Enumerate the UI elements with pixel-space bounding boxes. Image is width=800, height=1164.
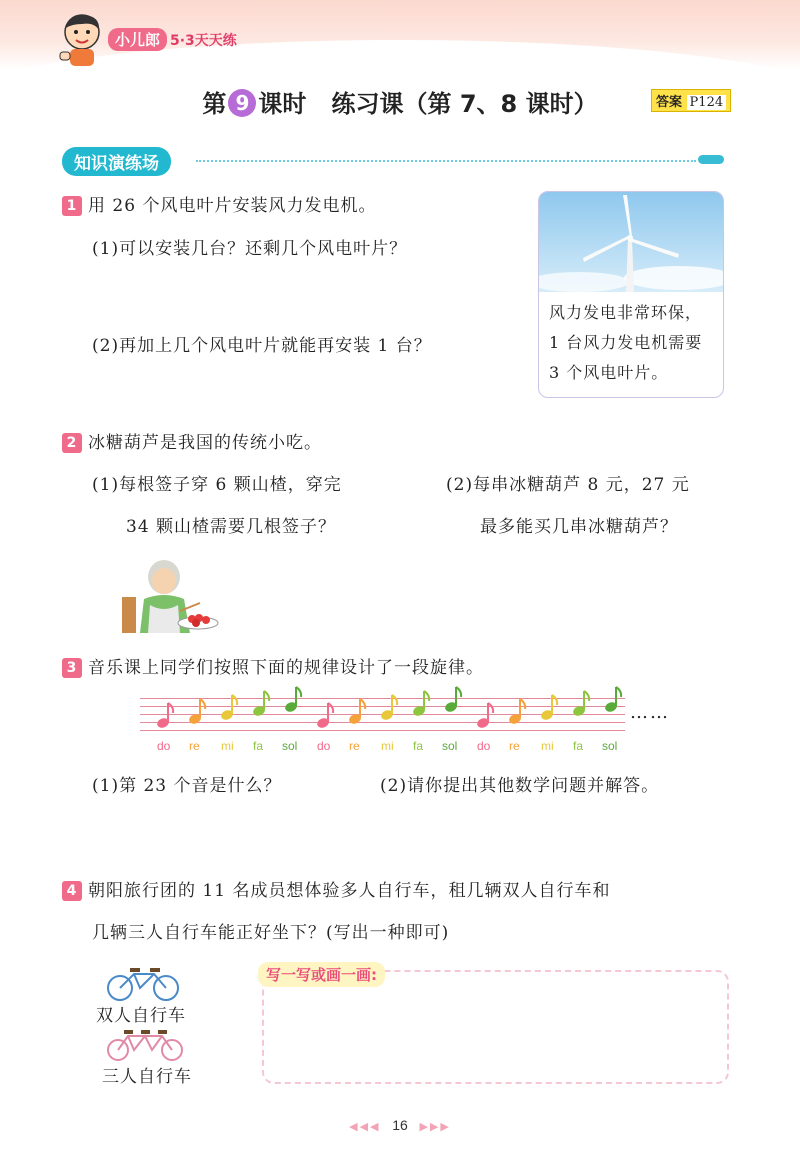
music-note-icon <box>156 700 176 728</box>
solfege-label: sol <box>602 739 618 753</box>
grandma-making-tanghulu-illustration <box>120 555 220 635</box>
section-divider <box>196 160 696 162</box>
title-main: 练习课（第 7、8 课时） <box>331 90 598 118</box>
music-note-icon <box>284 684 304 712</box>
question-1-sub1: (1)可以安装几台？还剩几个风电叶片？ <box>92 239 408 259</box>
solfege-label: fa <box>573 739 584 753</box>
question-2-sub1-line1: (1)每根签子穿 6 颗山楂，穿完 <box>92 475 342 495</box>
music-note-icon <box>348 696 368 724</box>
answer-drawing-area[interactable] <box>262 970 729 1084</box>
music-note-icon <box>252 688 272 716</box>
question-1-sub2: (2)再加上几个风电叶片就能再安装 1 台？ <box>92 336 432 356</box>
two-person-bike-label: 双人自行车 <box>96 1006 186 1026</box>
music-note-icon <box>220 692 240 720</box>
wind-note-line-1: 风力发电非常环保， <box>549 303 703 322</box>
title-suffix: 课时 <box>258 90 307 118</box>
wind-turbine-card <box>538 191 724 398</box>
question-2-text: 冰糖葫芦是我国的传统小吃。 <box>88 433 322 453</box>
question-number-4: 4 <box>62 881 82 901</box>
solfege-label: do <box>477 739 491 753</box>
lesson-number-badge: 9 <box>228 89 256 117</box>
question-4-text: 朝阳旅行团的 11 名成员想体验多人自行车，租几辆双人自行车和 <box>88 881 611 901</box>
staff-line <box>140 722 625 723</box>
draw-area-label: 写一写或画一画: <box>258 962 385 987</box>
solfege-label: do <box>317 739 331 753</box>
continuation-ellipsis: …… <box>630 702 670 723</box>
music-note-icon <box>188 696 208 724</box>
tandem-bike-icon <box>104 962 182 1002</box>
solfege-label: sol <box>282 739 298 753</box>
solfege-label: fa <box>253 739 264 753</box>
question-1-stem <box>62 191 376 216</box>
pencil-icon <box>698 155 724 164</box>
music-note-icon <box>540 692 560 720</box>
music-note-icon <box>412 688 432 716</box>
wind-note-line-3: 3 个风电叶片。 <box>549 363 669 382</box>
answer-reference[interactable] <box>651 89 731 112</box>
solfege-label: fa <box>413 739 424 753</box>
question-2-stem <box>62 428 322 453</box>
question-2-sub2-line2: 最多能买几串冰糖葫芦？ <box>480 517 678 537</box>
page-footer <box>0 1117 800 1133</box>
mascot-illustration <box>58 12 106 68</box>
music-note-icon <box>508 696 528 724</box>
question-3-text: 音乐课上同学们按照下面的规律设计了一段旋律。 <box>88 658 484 678</box>
triple-bike-icon <box>104 1024 186 1062</box>
solfege-label: re <box>509 739 520 753</box>
three-person-bike-label: 三人自行车 <box>102 1067 192 1087</box>
question-3-sub1: (1)第 23 个音是什么？ <box>92 776 282 796</box>
wind-turbine-icon <box>539 192 723 292</box>
solfege-label: re <box>189 739 200 753</box>
solfege-label: mi <box>381 739 394 753</box>
music-note-icon <box>572 688 592 716</box>
solfege-label: mi <box>541 739 554 753</box>
music-note-icon <box>604 684 624 712</box>
music-note-icon <box>380 692 400 720</box>
wind-note-line-2: 1 台风力发电机需要 <box>549 333 703 352</box>
question-number-3: 3 <box>62 658 82 678</box>
music-note-icon <box>476 700 496 728</box>
arrows-left-icon: ◀◀◀ <box>349 1121 381 1133</box>
music-note-icon <box>316 700 336 728</box>
question-3-sub2: (2)请你提出其他数学问题并解答。 <box>380 776 660 796</box>
music-note-icon <box>444 684 464 712</box>
question-number-2: 2 <box>62 433 82 453</box>
solfege-label: sol <box>442 739 458 753</box>
question-3-stem <box>62 653 484 678</box>
brand-logo: 小儿郎 <box>108 28 167 51</box>
staff-line <box>140 730 625 731</box>
solfege-label: re <box>349 739 360 753</box>
answer-label: 答案 <box>656 95 683 110</box>
question-4-stem-line1 <box>62 876 610 901</box>
answer-page: P124 <box>687 95 727 110</box>
page-number: 16 <box>392 1117 408 1133</box>
series-name: 5·3天天练 <box>170 33 237 49</box>
solfege-label: mi <box>221 739 234 753</box>
arrows-right-icon: ▶▶▶ <box>419 1121 451 1133</box>
section-label: 知识演练场 <box>62 147 171 176</box>
question-2-sub2-line1: (2)每串冰糖葫芦 8 元，27 元 <box>446 475 690 495</box>
solfege-label: do <box>157 739 171 753</box>
question-1-text: 用 26 个风电叶片安装风力发电机。 <box>88 196 377 216</box>
title-prefix: 第 <box>202 90 227 118</box>
question-2-sub1-line2: 34 颗山楂需要几根签子？ <box>126 517 337 537</box>
question-4-stem-line2: 几辆三人自行车能正好坐下？(写出一种即可) <box>92 923 450 943</box>
wind-note <box>549 298 719 388</box>
question-number-1: 1 <box>62 196 82 216</box>
